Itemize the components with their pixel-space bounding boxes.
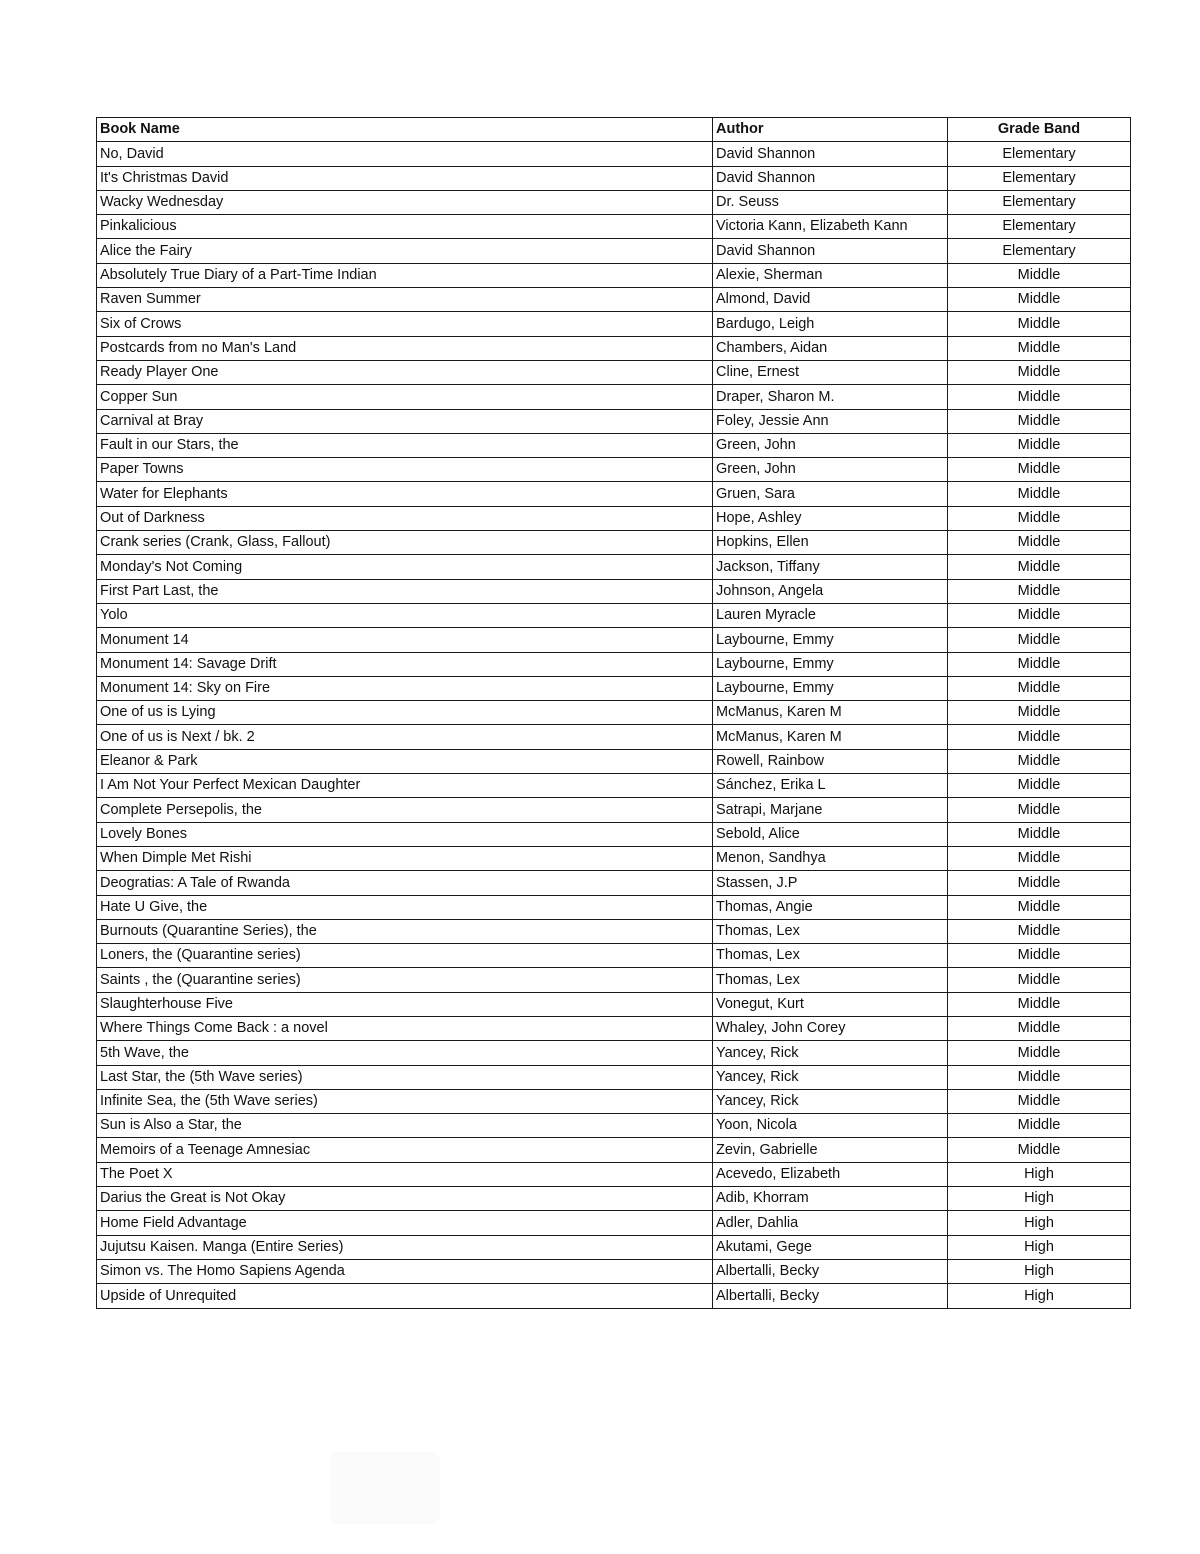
grade-band-cell: Middle — [948, 701, 1131, 725]
author-cell: Cline, Ernest — [713, 360, 948, 384]
book-name-cell: Upside of Unrequited — [97, 1284, 713, 1308]
grade-band-cell: Middle — [948, 992, 1131, 1016]
grade-band-cell: Elementary — [948, 166, 1131, 190]
book-name-cell: Pinkalicious — [97, 215, 713, 239]
grade-band-cell: Middle — [948, 944, 1131, 968]
author-cell: Laybourne, Emmy — [713, 676, 948, 700]
table-row — [97, 239, 1131, 263]
book-name-cell: One of us is Lying — [97, 701, 713, 725]
table-row — [97, 895, 1131, 919]
book-name-cell: When Dimple Met Rishi — [97, 846, 713, 870]
book-name-cell: Monument 14: Sky on Fire — [97, 676, 713, 700]
book-name-cell: Monument 14: Savage Drift — [97, 652, 713, 676]
author-cell: Adler, Dahlia — [713, 1211, 948, 1235]
grade-band-cell: High — [948, 1211, 1131, 1235]
book-name-cell: Infinite Sea, the (5th Wave series) — [97, 1089, 713, 1113]
table-row — [97, 1235, 1131, 1259]
grade-band-cell: Middle — [948, 628, 1131, 652]
grade-band-cell: Middle — [948, 871, 1131, 895]
table-row — [97, 846, 1131, 870]
table-row — [97, 360, 1131, 384]
table-row — [97, 774, 1131, 798]
book-name-cell: Darius the Great is Not Okay — [97, 1187, 713, 1211]
book-name-cell: Loners, the (Quarantine series) — [97, 944, 713, 968]
grade-band-cell: Middle — [948, 846, 1131, 870]
grade-band-cell: Middle — [948, 1065, 1131, 1089]
grade-band-cell: Middle — [948, 1089, 1131, 1113]
table-row — [97, 288, 1131, 312]
table-row — [97, 701, 1131, 725]
table-row — [97, 482, 1131, 506]
author-cell: Lauren Myracle — [713, 603, 948, 627]
table-body — [97, 142, 1131, 1308]
book-name-cell: Home Field Advantage — [97, 1211, 713, 1235]
grade-band-cell: Middle — [948, 725, 1131, 749]
table-row — [97, 312, 1131, 336]
author-cell: McManus, Karen M — [713, 701, 948, 725]
book-name-cell: I Am Not Your Perfect Mexican Daughter — [97, 774, 713, 798]
author-cell: Yancey, Rick — [713, 1089, 948, 1113]
book-name-cell: Water for Elephants — [97, 482, 713, 506]
grade-band-cell: Middle — [948, 798, 1131, 822]
grade-band-cell: Elementary — [948, 142, 1131, 166]
book-name-cell: Fault in our Stars, the — [97, 433, 713, 457]
author-cell: Vonegut, Kurt — [713, 992, 948, 1016]
book-name-cell: Copper Sun — [97, 385, 713, 409]
book-name-cell: Six of Crows — [97, 312, 713, 336]
author-cell: David Shannon — [713, 166, 948, 190]
author-cell: Yoon, Nicola — [713, 1114, 948, 1138]
table-row — [97, 215, 1131, 239]
table-row — [97, 1114, 1131, 1138]
grade-band-cell: High — [948, 1187, 1131, 1211]
book-name-cell: Deogratias: A Tale of Rwanda — [97, 871, 713, 895]
table-row — [97, 1162, 1131, 1186]
book-name-cell: Sun is Also a Star, the — [97, 1114, 713, 1138]
grade-band-cell: Middle — [948, 652, 1131, 676]
table-row — [97, 652, 1131, 676]
table-row — [97, 749, 1131, 773]
table-row — [97, 944, 1131, 968]
author-cell: Almond, David — [713, 288, 948, 312]
author-cell: Zevin, Gabrielle — [713, 1138, 948, 1162]
grade-band-cell: Middle — [948, 385, 1131, 409]
book-list-sheet — [96, 117, 1130, 1309]
table-row — [97, 1041, 1131, 1065]
book-name-cell: 5th Wave, the — [97, 1041, 713, 1065]
grade-band-cell: Middle — [948, 603, 1131, 627]
book-name-cell: Hate U Give, the — [97, 895, 713, 919]
table-row — [97, 1016, 1131, 1040]
grade-band-cell: Middle — [948, 433, 1131, 457]
grade-band-cell: Middle — [948, 919, 1131, 943]
author-cell: Draper, Sharon M. — [713, 385, 948, 409]
book-name-cell: Complete Persepolis, the — [97, 798, 713, 822]
book-name-cell: Absolutely True Diary of a Part-Time Indian — [97, 263, 713, 287]
author-cell: Foley, Jessie Ann — [713, 409, 948, 433]
book-name-cell: Jujutsu Kaisen. Manga (Entire Series) — [97, 1235, 713, 1259]
author-cell: Yancey, Rick — [713, 1041, 948, 1065]
author-cell: Acevedo, Elizabeth — [713, 1162, 948, 1186]
grade-band-cell: High — [948, 1235, 1131, 1259]
book-name-cell: No, David — [97, 142, 713, 166]
table-row — [97, 336, 1131, 360]
author-cell: Alexie, Sherman — [713, 263, 948, 287]
book-name-cell: Wacky Wednesday — [97, 190, 713, 214]
table-row — [97, 968, 1131, 992]
author-cell: Whaley, John Corey — [713, 1016, 948, 1040]
grade-band-cell: Middle — [948, 336, 1131, 360]
book-name-cell: Where Things Come Back : a novel — [97, 1016, 713, 1040]
author-cell: Hope, Ashley — [713, 506, 948, 530]
grade-band-cell: Middle — [948, 288, 1131, 312]
author-cell: Albertalli, Becky — [713, 1284, 948, 1308]
grade-band-cell: Middle — [948, 506, 1131, 530]
author-cell: Hopkins, Ellen — [713, 531, 948, 555]
book-name-cell: Yolo — [97, 603, 713, 627]
table-row — [97, 166, 1131, 190]
author-cell: Dr. Seuss — [713, 190, 948, 214]
book-name-cell: One of us is Next / bk. 2 — [97, 725, 713, 749]
grade-band-cell: Middle — [948, 531, 1131, 555]
table-row — [97, 1187, 1131, 1211]
author-cell: Thomas, Angie — [713, 895, 948, 919]
book-name-cell: First Part Last, the — [97, 579, 713, 603]
book-name-cell: Crank series (Crank, Glass, Fallout) — [97, 531, 713, 555]
book-name-cell: Lovely Bones — [97, 822, 713, 846]
grade-band-cell: Elementary — [948, 190, 1131, 214]
book-name-cell: Paper Towns — [97, 458, 713, 482]
book-table — [96, 117, 1131, 1309]
table-row — [97, 458, 1131, 482]
book-name-cell: Simon vs. The Homo Sapiens Agenda — [97, 1259, 713, 1283]
table-row — [97, 628, 1131, 652]
grade-band-cell: Middle — [948, 1114, 1131, 1138]
table-row — [97, 579, 1131, 603]
author-cell: Menon, Sandhya — [713, 846, 948, 870]
author-cell: David Shannon — [713, 142, 948, 166]
grade-band-cell: Middle — [948, 822, 1131, 846]
table-row — [97, 1089, 1131, 1113]
author-cell: Sebold, Alice — [713, 822, 948, 846]
author-cell: Green, John — [713, 433, 948, 457]
author-cell: Thomas, Lex — [713, 944, 948, 968]
grade-band-cell: High — [948, 1259, 1131, 1283]
header-book-name: Book Name — [97, 118, 713, 142]
book-name-cell: Ready Player One — [97, 360, 713, 384]
header-row — [97, 118, 1131, 142]
grade-band-cell: Middle — [948, 579, 1131, 603]
table-row — [97, 1211, 1131, 1235]
author-cell: Satrapi, Marjane — [713, 798, 948, 822]
author-cell: Johnson, Angela — [713, 579, 948, 603]
author-cell: Bardugo, Leigh — [713, 312, 948, 336]
table-row — [97, 555, 1131, 579]
author-cell: Gruen, Sara — [713, 482, 948, 506]
book-name-cell: Monday's Not Coming — [97, 555, 713, 579]
author-cell: Thomas, Lex — [713, 968, 948, 992]
grade-band-cell: Middle — [948, 895, 1131, 919]
book-name-cell: Carnival at Bray — [97, 409, 713, 433]
author-cell: Rowell, Rainbow — [713, 749, 948, 773]
table-row — [97, 1284, 1131, 1308]
table-row — [97, 676, 1131, 700]
book-name-cell: Slaughterhouse Five — [97, 992, 713, 1016]
grade-band-cell: Middle — [948, 749, 1131, 773]
table-row — [97, 1259, 1131, 1283]
table-row — [97, 1065, 1131, 1089]
grade-band-cell: Middle — [948, 409, 1131, 433]
author-cell: Laybourne, Emmy — [713, 652, 948, 676]
grade-band-cell: Middle — [948, 676, 1131, 700]
table-row — [97, 506, 1131, 530]
book-name-cell: Eleanor & Park — [97, 749, 713, 773]
grade-band-cell: High — [948, 1284, 1131, 1308]
header-grade-band: Grade Band — [948, 118, 1131, 142]
table-row — [97, 871, 1131, 895]
author-cell: McManus, Karen M — [713, 725, 948, 749]
grade-band-cell: Middle — [948, 1016, 1131, 1040]
book-name-cell: Burnouts (Quarantine Series), the — [97, 919, 713, 943]
grade-band-cell: High — [948, 1162, 1131, 1186]
author-cell: Sánchez, Erika L — [713, 774, 948, 798]
grade-band-cell: Middle — [948, 1138, 1131, 1162]
table-row — [97, 822, 1131, 846]
table-row — [97, 919, 1131, 943]
author-cell: Adib, Khorram — [713, 1187, 948, 1211]
table-row — [97, 1138, 1131, 1162]
book-name-cell: It's Christmas David — [97, 166, 713, 190]
table-row — [97, 433, 1131, 457]
author-cell: Green, John — [713, 458, 948, 482]
table-row — [97, 409, 1131, 433]
table-row — [97, 603, 1131, 627]
book-name-cell: Alice the Fairy — [97, 239, 713, 263]
book-name-cell: Out of Darkness — [97, 506, 713, 530]
book-name-cell: Monument 14 — [97, 628, 713, 652]
book-name-cell: The Poet X — [97, 1162, 713, 1186]
grade-band-cell: Middle — [948, 968, 1131, 992]
grade-band-cell: Middle — [948, 482, 1131, 506]
grade-band-cell: Middle — [948, 360, 1131, 384]
grade-band-cell: Middle — [948, 774, 1131, 798]
author-cell: Laybourne, Emmy — [713, 628, 948, 652]
table-row — [97, 725, 1131, 749]
author-cell: Thomas, Lex — [713, 919, 948, 943]
author-cell: David Shannon — [713, 239, 948, 263]
book-name-cell: Saints , the (Quarantine series) — [97, 968, 713, 992]
scan-artifact — [330, 1452, 440, 1524]
grade-band-cell: Middle — [948, 458, 1131, 482]
grade-band-cell: Elementary — [948, 215, 1131, 239]
author-cell: Akutami, Gege — [713, 1235, 948, 1259]
table-row — [97, 190, 1131, 214]
author-cell: Victoria Kann, Elizabeth Kann — [713, 215, 948, 239]
table-header — [97, 118, 1131, 142]
grade-band-cell: Middle — [948, 263, 1131, 287]
table-row — [97, 531, 1131, 555]
table-row — [97, 385, 1131, 409]
author-cell: Albertalli, Becky — [713, 1259, 948, 1283]
grade-band-cell: Middle — [948, 555, 1131, 579]
header-author: Author — [713, 118, 948, 142]
author-cell: Stassen, J.P — [713, 871, 948, 895]
author-cell: Yancey, Rick — [713, 1065, 948, 1089]
author-cell: Jackson, Tiffany — [713, 555, 948, 579]
book-name-cell: Postcards from no Man's Land — [97, 336, 713, 360]
grade-band-cell: Elementary — [948, 239, 1131, 263]
grade-band-cell: Middle — [948, 312, 1131, 336]
table-row — [97, 142, 1131, 166]
grade-band-cell: Middle — [948, 1041, 1131, 1065]
table-row — [97, 992, 1131, 1016]
book-name-cell: Memoirs of a Teenage Amnesiac — [97, 1138, 713, 1162]
book-name-cell: Raven Summer — [97, 288, 713, 312]
book-name-cell: Last Star, the (5th Wave series) — [97, 1065, 713, 1089]
table-row — [97, 798, 1131, 822]
author-cell: Chambers, Aidan — [713, 336, 948, 360]
table-row — [97, 263, 1131, 287]
